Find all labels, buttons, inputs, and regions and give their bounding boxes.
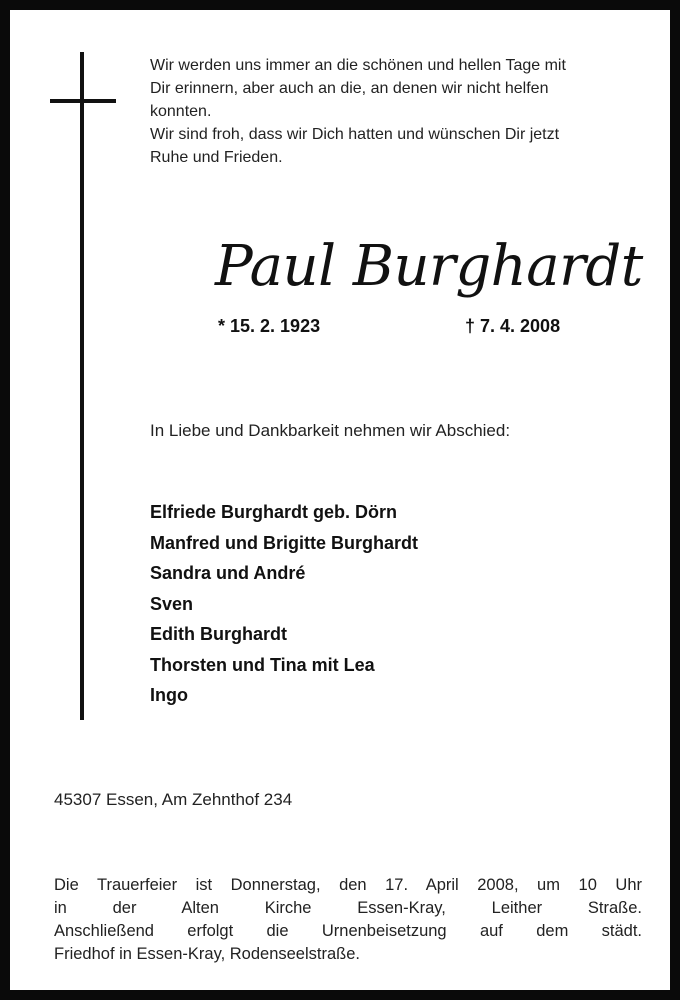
- mourner-name: Thorsten und Tina mit Lea: [150, 654, 375, 675]
- deceased-name: Paul Burghardt: [215, 234, 643, 299]
- intro-line: Dir erinnern, aber auch an die, an denen wir nicht helfen: [150, 80, 549, 97]
- cross-vertical-bar: [80, 52, 84, 720]
- intro-verse: [150, 54, 650, 169]
- funeral-line: Friedhof in Essen-Kray, Rodenseelstraße.: [54, 945, 360, 963]
- death-date: † 7. 4. 2008: [465, 316, 561, 336]
- mourner-name: Edith Burghardt: [150, 624, 287, 644]
- intro-line: Wir werden uns immer an die schönen und hellen Tage mit: [150, 57, 566, 74]
- mourner-name: Sandra und André: [150, 563, 306, 583]
- mourners-list: [150, 497, 418, 711]
- mourner-name: Ingo: [150, 685, 188, 705]
- intro-line: Wir sind froh, dass wir Dich hatten und wünschen Dir jetzt: [150, 126, 560, 143]
- funeral-line: in der Alten Kirche Essen-Kray, Leither Straße.: [54, 899, 642, 917]
- farewell-text: In Liebe und Dankbarkeit nehmen wir Abschied:: [150, 421, 511, 440]
- mourner-name: Elfriede Burghardt geb. Dörn: [150, 502, 398, 522]
- mourner-name: Sven: [150, 593, 194, 614]
- funeral-line: Die Trauerfeier ist Donnerstag, den 17. April 2008, um 10 Uhr: [54, 876, 642, 894]
- funeral-notice: [54, 874, 642, 966]
- intro-line: konnten.: [150, 103, 212, 120]
- funeral-line: Anschließend erfolgt die Urnenbeisetzung auf dem städt.: [54, 922, 642, 940]
- cross-horizontal-bar: [50, 99, 116, 103]
- intro-line: Ruhe und Frieden.: [150, 149, 283, 166]
- mourner-name: Manfred und Brigitte Burghardt: [150, 532, 418, 553]
- birth-date: * 15. 2. 1923: [218, 316, 321, 336]
- family-address: 45307 Essen, Am Zehnthof 234: [54, 790, 293, 809]
